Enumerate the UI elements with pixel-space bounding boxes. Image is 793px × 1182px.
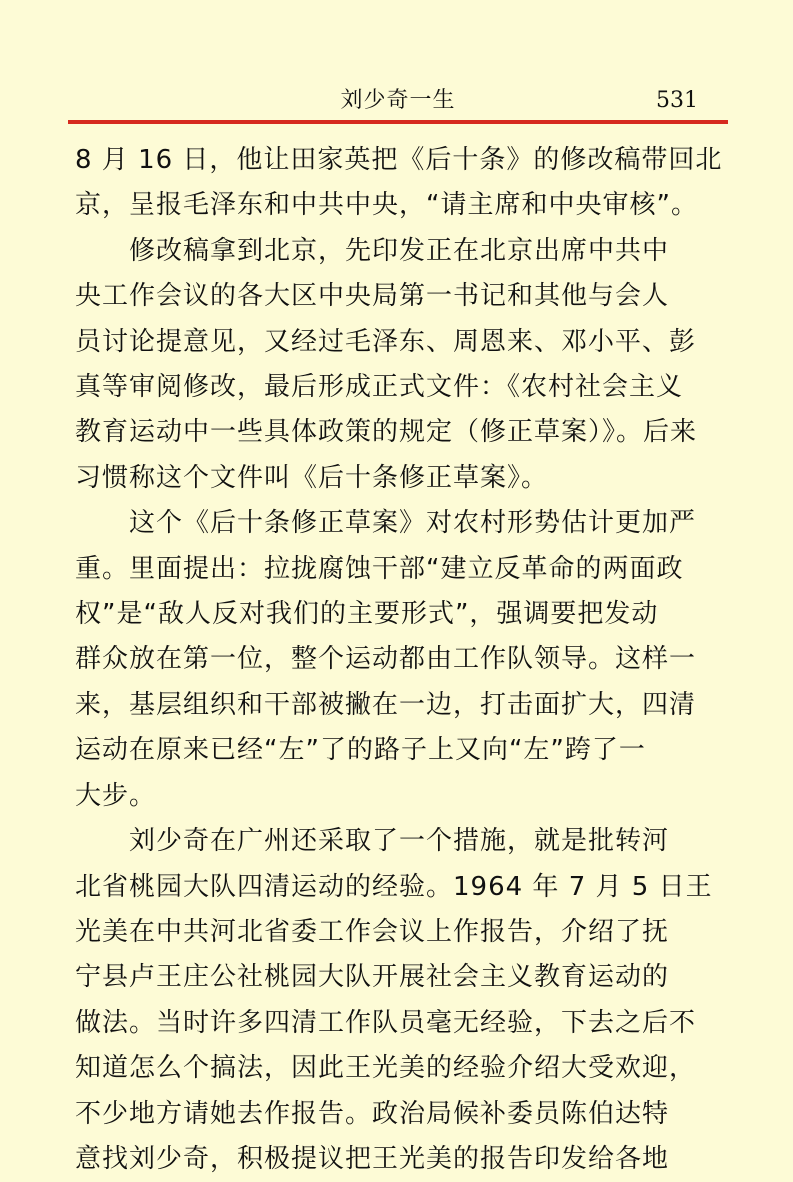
- text-line: 教育运动中一些具体政策的规定（修正草案）》。后来: [75, 417, 698, 448]
- book-title: 刘少奇一生: [340, 88, 456, 113]
- text-line: 来，基层组织和干部被撇在一边，打击面扩大，四清: [75, 689, 697, 720]
- text-line: 重。里面提出：拉拢腐蚀干部“建立反革命的两面政: [75, 553, 684, 584]
- text-line-content: 刘少奇在广州还采取了一个措施，就是批转河: [129, 826, 670, 857]
- paragraph-4: [75, 819, 727, 1182]
- text-line: 真等审阅修改，最后形成正式文件：《农村社会主义: [75, 372, 684, 403]
- text-line-content: 修改稿拿到北京，先印发正在北京出席中共中: [129, 235, 670, 266]
- text-line: 宁县卢王庄公社桃园大队开展社会主义教育运动的: [75, 962, 670, 993]
- text-line: 大步。: [75, 780, 157, 811]
- text-line: 做法。当时许多四清工作队员毫无经验，下去之后不: [75, 1007, 697, 1038]
- text-line: 知道怎么个搞法，因此王光美的经验介绍大受欢迎，: [75, 1053, 697, 1084]
- text-line: 光美在中共河北省委工作会议上作报告，介绍了抚: [75, 916, 670, 947]
- text-line: 8 月 16 日，他让田家英把《后十条》的修改稿带回北: [75, 145, 723, 175]
- paragraph-1: [75, 138, 727, 229]
- text-line: 不少地方请她去作报告。政治局候补委员陈伯达特: [75, 1098, 670, 1129]
- text-line-content: 这个《后十条修正草案》对农村形势估计更加严: [129, 508, 697, 539]
- page-number: 531: [656, 88, 698, 113]
- text-line: 习惯称这个文件叫《后十条修正草案》。: [75, 462, 549, 493]
- paragraph-3: [75, 501, 727, 819]
- paragraph-2: [75, 229, 727, 501]
- text-line: 北省桃园大队四清运动的经验。1964 年 7 月 5 日王: [75, 871, 713, 902]
- text-line: [75, 501, 727, 546]
- text-line: 员讨论提意见，又经过毛泽东、周恩来、邓小平、彭: [75, 326, 697, 357]
- text-line: [75, 819, 727, 864]
- running-header: [68, 84, 728, 120]
- text-line: 运动在原来已经“左”了的路子上又向“左”跨了一: [75, 735, 646, 766]
- text-line: [75, 229, 727, 274]
- text-line: 京，呈报毛泽东和中共中央，“请主席和中央审核”。: [75, 190, 698, 221]
- text-line: 权”是“敌人反对我们的主要形式”，强调要把发动: [75, 599, 659, 630]
- header-rule: [68, 120, 728, 124]
- text-line: 央工作会议的各大区中央局第一书记和其他与会人: [75, 281, 670, 312]
- text-line: 意找刘少奇，积极提议把王光美的报告印发给各地: [75, 1143, 670, 1174]
- text-line: 群众放在第一位，整个运动都由工作队领导。这样一: [75, 644, 697, 675]
- body-text: [75, 138, 727, 1182]
